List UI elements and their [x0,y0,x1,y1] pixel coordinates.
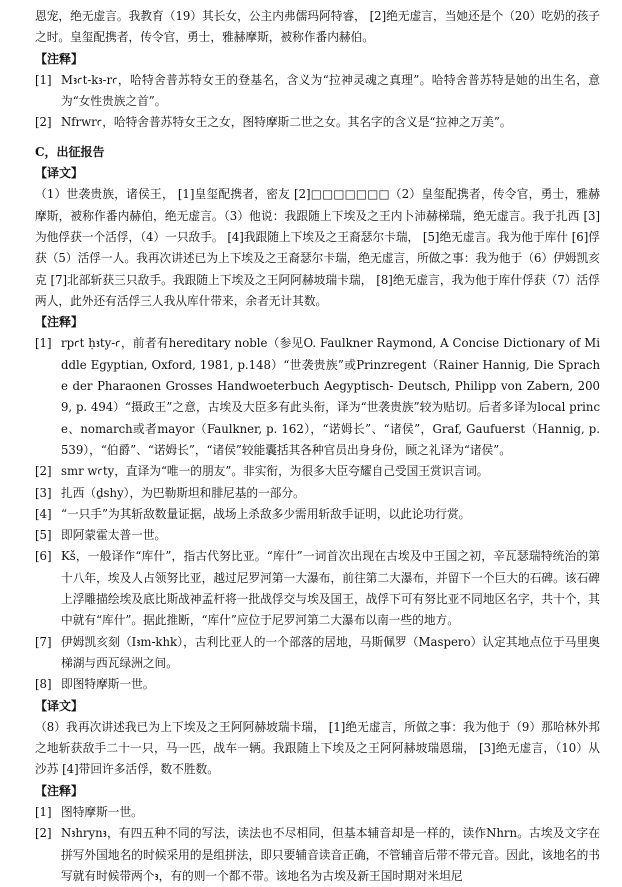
footnote-number: [1] [35,804,52,819]
footnote-2 [35,823,600,887]
footnote-text: 扎西（ḏshy），为巴勒斯坦和腓尼基的一部分。 [61,485,305,500]
footnote-text: Kš，一般译作“库什”，指古代努比亚。“库什”一词首次出现在古埃及中王国之初，辛瓦瑟瑞特统治的第十八年，埃及人占领努比亚，越过尼罗河第一大瀑布，前往第二大瀑布，并留下一个巨大的石碑。该石碑上浮雕描绘埃及底比斯战神孟杆将一批战俘交与埃及国王，战俘下可有努比亚不同地区名字，共十个，其中就有“库什”。据此推断，“库什”应位于尼罗河第二大瀑布以南一些的地方。 [61,549,600,628]
footnote-2 [35,461,600,482]
section-label-notes: 【注释】 [35,51,84,66]
footnote-text: smr wꜥty，直译为“唯一的朋友”。非实衔，为很多大臣夸耀自己受国王赏识言词。 [61,464,489,479]
text-paragraph-3: （8）我再次讲述我已为上下埃及之王阿阿赫坡瑞卡瑞， [1]绝无虚言，所做之事：我为他于（9）那哈林外邦之地斩获敌手二十一只，马一匹，战车一辆。我跟随上下埃及之王阿阿赫坡瑞恩瑞， [3]绝无虚言，（10）从沙苏 [4]带回许多活俘，数不胜数。 [35,719,600,777]
section-label-notes: 【注释】 [35,315,84,330]
footnote-number: [2] [35,464,52,479]
footnote-8 [35,674,600,695]
section-label-translation: 【译文】 [35,166,84,181]
section-heading-c: C，出征报告 [35,144,105,159]
footnote-number: [1] [35,72,52,87]
footnote-text: 即阿蒙霍太普一世。 [61,528,167,543]
footnote-7 [35,632,600,675]
footnote-text: 图特摩斯一世。 [61,804,143,819]
footnote-text: rpꜥt ḥꜣty-ꜥ，前者有hereditary noble（参见O. Faulkner Raymond, A Concise Dictionary of Middle Egyptian, Oxford, 1981, p.148）“世袭贵族”或Prinzregent（Rainer Hannig, Die Sprache der Pharaonen Grosses Handwoeterbuch Aegyptisch- Deutsch, Philipp von Zabern, 2009, p. 494）“摄政王”之意，古埃及大臣多有此头衔，译为“世袭贵族”较为贴切。后者多译为local prince、nomarch或者mayor（Faulkner, p. 162），“诺姆长”、“诸侯”，Graf, Gaufuerst（Hannig, p. 539），“伯爵”、“诺姆长”，“诸侯”较能囊括其各种官员出身身份，顾之礼译为“诸侯”。 [61,336,600,457]
section-label-notes: 【注释】 [35,783,84,798]
footnote-number: [6] [35,549,52,564]
footnote-number: [5] [35,528,52,543]
footnote-3 [35,483,600,504]
footnote-text: Nꜣhrynꜣ，有四五种不同的写法，读法也不尽相同，但基本辅音却是一样的，读作Nhrn。古埃及文字在拼写外国地名的时候采用的是组拼法，即只要辅音读音正确，不管辅音后带不带元音。因此，该地名的书写就有时候带两个ꜣ，有的则一个都不带。该地名为古埃及新王国时期对米坦尼 [61,826,600,883]
footnote-2 [35,112,600,133]
footnote-number: [7] [35,634,52,649]
footnote-6 [35,546,600,631]
text-paragraph-2: （1）世袭贵族，诸侯王， [1]皇玺配携者，密友 [2]□□□□□□□（2）皇玺配携者，传令官，勇士，雅赫摩斯，被称作番内赫伯，绝无虚言。（3）他说：我跟随上下埃及之王内卜沛赫梯瑞，绝无虚言。我于扎西 [3]为他俘获一个活俘，（4）一只敌手。 [4]我跟随上下埃及之王裔瑟尔卡瑞， [5]绝无虚言。我为他于库什 [6]俘获（5）活俘一人。我再次讲述已为上下埃及之王裔瑟尔卡瑞，绝无虚言，所做之事：我为他于（6）伊姆凯亥克 [7]北部斩获三只敌手。我跟随上下埃及之王阿阿赫坡瑞卡瑞， [8]绝无虚言，我为他于库什俘获（7）活俘两人，此外还有活俘三人我从库什带来，余者无计其数。 [35,187,600,308]
footnote-number: [8] [35,677,52,692]
footnote-text: Mꜣꜥt-kꜣ-rꜥ，哈特舍普苏特女王的登基名，含义为“拉神灵魂之真理”。哈特舍普苏特是她的出生名，意为“女性贵族之首”。 [61,72,600,109]
footnote-number: [1] [35,336,52,351]
footnote-1 [35,333,600,461]
footnote-text: 即图特摩斯一世。 [61,677,155,692]
footnote-text: “一只手”为其斩敌数量证据，战场上杀敌多少需用斩敌手证明，以此论功行赏。 [61,506,471,521]
footnote-text: Nfrwrꜥ，哈特舍普苏特女王之女，图特摩斯二世之女。其名字的含义是“拉神之万美”。 [61,115,512,130]
text-paragraph-1: 恩宠，绝无虚言。我教育（19）其长女，公主内弗儒玛阿特睿， [2]绝无虚言，当她还是个（20）吃奶的孩子之时。皇玺配携者，传令官，勇士，雅赫摩斯，被称作番内赫伯。 [35,9,600,45]
footnote-4 [35,504,600,525]
footnote-text: 伊姆凯亥刻（Iꜣm-khk），古利比亚人的一个部落的居地，马斯佩罗（Maspero）认定其地点位于马里奥梯湖与西瓦绿洲之间。 [61,634,600,670]
footnote-1 [35,70,600,113]
footnote-5 [35,525,600,546]
footnote-number: [2] [35,115,52,130]
footnote-number: [3] [35,485,52,500]
footnote-number: [4] [35,506,52,521]
section-label-translation: 【译文】 [35,698,84,713]
footnote-1 [35,802,600,823]
footnote-number: [2] [35,826,52,841]
